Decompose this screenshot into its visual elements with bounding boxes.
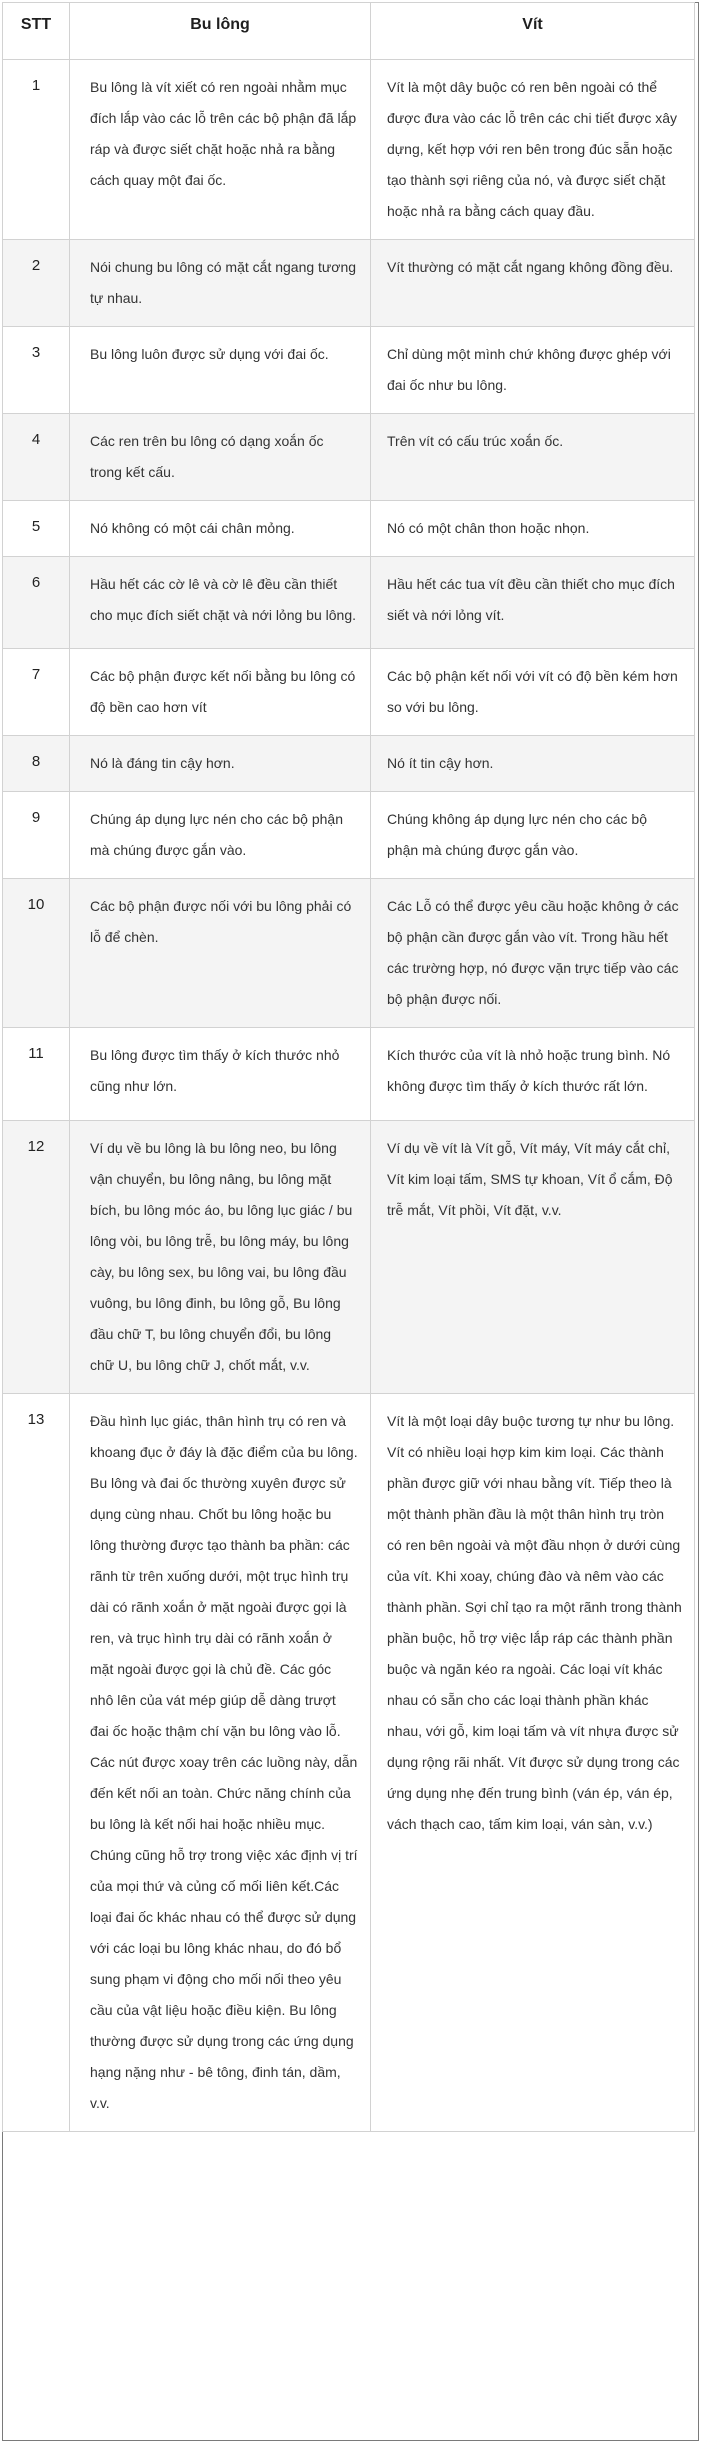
table-row — [3, 60, 695, 240]
table-row — [3, 240, 695, 327]
bolt-cell: Các ren trên bu lông có dạng xoắn ốc trong kết cấu. — [70, 414, 371, 501]
bolt-cell: Bu lông luôn được sử dụng với đai ốc. — [70, 327, 371, 414]
screw-cell: Chúng không áp dụng lực nén cho các bộ phận mà chúng được gắn vào. — [371, 792, 695, 879]
table-row — [3, 1121, 695, 1394]
screw-cell: Ví dụ về vít là Vít gỗ, Vít máy, Vít máy cắt chỉ, Vít kim loại tấm, SMS tự khoan, Vít ổ cắm, Độ trễ mắt, Vít phồi, Vít đặt, v.v. — [371, 1121, 695, 1394]
row-number: 10 — [3, 879, 70, 1028]
row-number: 9 — [3, 792, 70, 879]
row-number: 12 — [3, 1121, 70, 1394]
bolt-cell: Nó là đáng tin cậy hơn. — [70, 736, 371, 792]
bolt-cell: Hầu hết các cờ lê và cờ lê đều cần thiết cho mục đích siết chặt và nới lỏng bu lông. — [70, 557, 371, 649]
table-row — [3, 792, 695, 879]
screw-cell: Các bộ phận kết nối với vít có độ bền kém hơn so với bu lông. — [371, 649, 695, 736]
row-number: 4 — [3, 414, 70, 501]
bolt-cell: Ví dụ về bu lông là bu lông neo, bu lông vận chuyển, bu lông nâng, bu lông mặt bích, bu lông móc áo, bu lông lục giác / bu lông vòi, bu lông trễ, bu lông máy, bu lông cày, bu lông sex, bu lông vai, bu lông đầu vuông, bu lông đinh, bu lông gỗ, Bu lông đầu chữ T, bu lông chuyển đổi, bu lông chữ U, bu lông chữ J, chốt mắt, v.v. — [70, 1121, 371, 1394]
header-bolt: Bu lông — [70, 3, 371, 60]
screw-cell: Vít là một dây buộc có ren bên ngoài có thể được đưa vào các lỗ trên các chi tiết được xây dựng, kết hợp với ren bên trong đúc sẵn hoặc tạo thành sợi riêng của nó, và được siết chặt hoặc nhả ra bằng cách quay đầu. — [371, 60, 695, 240]
bolt-cell: Nói chung bu lông có mặt cắt ngang tương tự nhau. — [70, 240, 371, 327]
row-number: 2 — [3, 240, 70, 327]
bolt-cell: Bu lông được tìm thấy ở kích thước nhỏ cũng như lớn. — [70, 1028, 371, 1121]
row-number: 6 — [3, 557, 70, 649]
table-row — [3, 879, 695, 1028]
screw-cell: Hầu hết các tua vít đều cần thiết cho mục đích siết và nới lỏng vít. — [371, 557, 695, 649]
table-row — [3, 736, 695, 792]
table-row — [3, 327, 695, 414]
screw-cell: Nó có một chân thon hoặc nhọn. — [371, 501, 695, 557]
table-row — [3, 414, 695, 501]
bolt-cell: Đầu hình lục giác, thân hình trụ có ren và khoang đục ở đáy là đặc điểm của bu lông. Bu lông và đai ốc thường xuyên được sử dụng cùng nhau. Chốt bu lông hoặc bu lông thường được tạo thành ba phần: các rãnh từ trên xuống dưới, một trục hình trụ dài có rãnh xoắn ở mặt ngoài được gọi là ren, và trục hình trụ dài có rãnh xoắn ở mặt ngoài được gọi là chủ đề. Các góc nhô lên của vát mép giúp dễ dàng trượt đai ốc hoặc thậm chí vặn bu lông vào lỗ. Các nút được xoay trên các luồng này, dẫn đến kết nối an toàn. Chức năng chính của bu lông là kết nối hai hoặc nhiều mục. Chúng cũng hỗ trợ trong việc xác định vị trí của mọi thứ và củng cố mối liên kết.Các loại đai ốc khác nhau có thể được sử dụng với các loại bu lông khác nhau, do đó bổ sung phạm vi động cho mối nối theo yêu cầu của vật liệu hoặc điều kiện. Bu lông thường được sử dụng trong các ứng dụng hạng nặng như - bê tông, đinh tán, dầm, v.v. — [70, 1394, 371, 2132]
screw-cell: Trên vít có cấu trúc xoắn ốc. — [371, 414, 695, 501]
screw-cell: Các Lỗ có thể được yêu cầu hoặc không ở các bộ phận cần được gắn vào vít. Trong hầu hết các trường hợp, nó được vặn trực tiếp vào các bộ phận được nối. — [371, 879, 695, 1028]
row-number: 13 — [3, 1394, 70, 2132]
table-row — [3, 501, 695, 557]
table-row — [3, 1028, 695, 1121]
row-number: 1 — [3, 60, 70, 240]
comparison-table — [2, 2, 695, 2132]
table-row — [3, 557, 695, 649]
screw-cell: Vít là một loại dây buộc tương tự như bu lông. Vít có nhiều loại hợp kim kim loại. Các thành phần được giữ với nhau bằng vít. Tiếp theo là một thành phần đầu là một thân hình trụ tròn có ren bên ngoài và một đầu nhọn ở dưới cùng của vít. Khi xoay, chúng đào và nêm vào các thành phần. Sợi chỉ tạo ra một rãnh trong thành phần buộc, hỗ trợ việc lắp ráp các thành phần buộc và ngăn kéo ra ngoài. Các loại vít khác nhau có sẵn cho các loại thành phần khác nhau, với gỗ, kim loại tấm và vít nhựa được sử dụng rộng rãi nhất. Vít được sử dụng trong các ứng dụng nhẹ đến trung bình (ván ép, ván ép, vách thạch cao, tấm kim loại, ván sàn, v.v.) — [371, 1394, 695, 2132]
table-header-row — [3, 3, 695, 60]
row-number: 5 — [3, 501, 70, 557]
screw-cell: Chỉ dùng một mình chứ không được ghép với đai ốc như bu lông. — [371, 327, 695, 414]
bolt-cell: Các bộ phận được nối với bu lông phải có lỗ để chèn. — [70, 879, 371, 1028]
table-row — [3, 649, 695, 736]
row-number: 8 — [3, 736, 70, 792]
row-number: 3 — [3, 327, 70, 414]
header-stt: STT — [3, 3, 70, 60]
bolt-cell: Chúng áp dụng lực nén cho các bộ phận mà chúng được gắn vào. — [70, 792, 371, 879]
table-row — [3, 1394, 695, 2132]
row-number: 7 — [3, 649, 70, 736]
bolt-cell: Nó không có một cái chân mỏng. — [70, 501, 371, 557]
screw-cell: Vít thường có mặt cắt ngang không đồng đều. — [371, 240, 695, 327]
bolt-cell: Các bộ phận được kết nối bằng bu lông có độ bền cao hơn vít — [70, 649, 371, 736]
bolt-cell: Bu lông là vít xiết có ren ngoài nhằm mục đích lắp vào các lỗ trên các bộ phận đã lắp ráp và được siết chặt hoặc nhả ra bằng cách quay một đai ốc. — [70, 60, 371, 240]
row-number: 11 — [3, 1028, 70, 1121]
screw-cell: Nó ít tin cậy hơn. — [371, 736, 695, 792]
screw-cell: Kích thước của vít là nhỏ hoặc trung bình. Nó không được tìm thấy ở kích thước rất lớn. — [371, 1028, 695, 1121]
header-screw: Vít — [371, 3, 695, 60]
